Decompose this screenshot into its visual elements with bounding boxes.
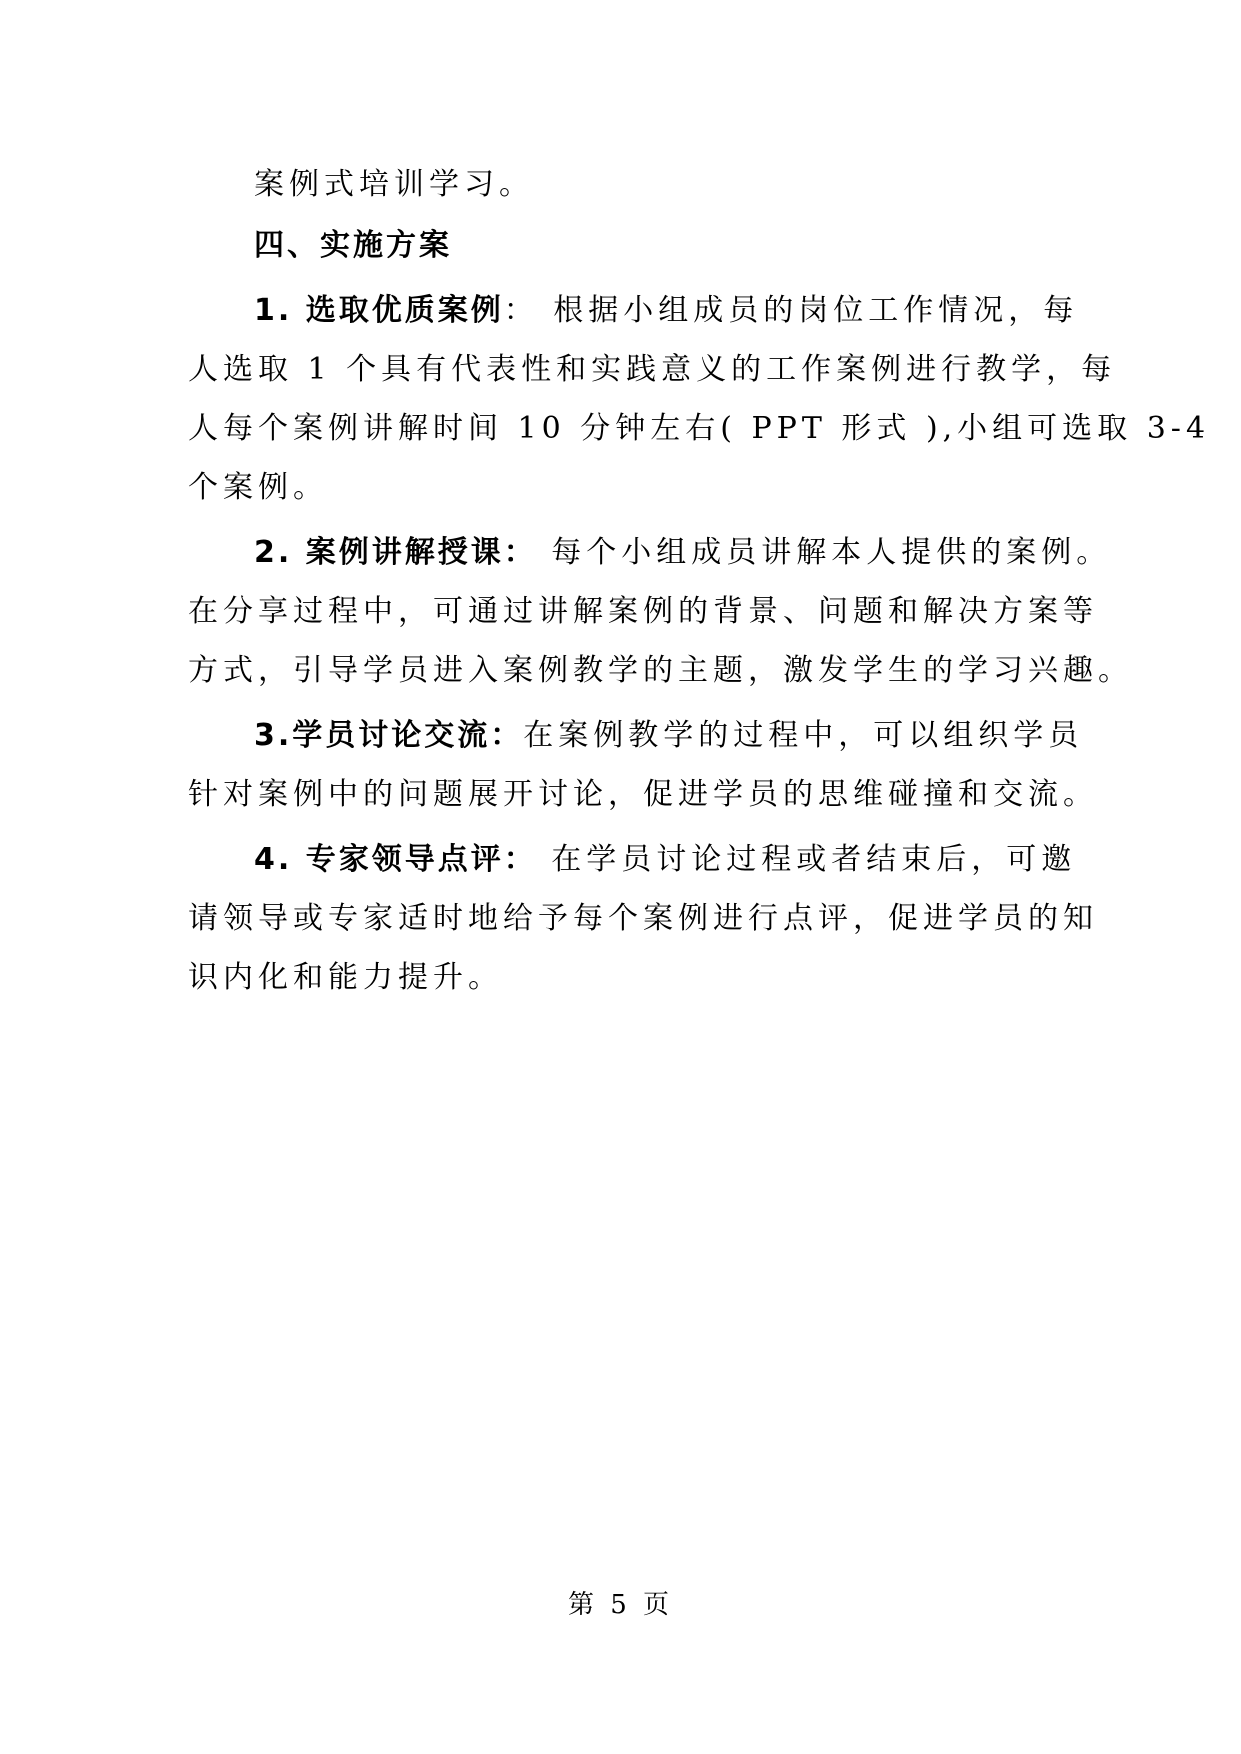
item-text: 方式，引导学员进入案例教学的主题，激发学生的学习兴趣。 (188, 653, 1133, 688)
item-text: 识内化和能力提升。 (188, 960, 503, 995)
page-number: 第 5 页 (567, 1590, 674, 1620)
item-text: 人选取 1 个具有代表性和实践意义的工作案例进行教学，每 (188, 352, 1117, 387)
item-label: 1. 选取优质案例 (254, 293, 504, 328)
list-item (188, 706, 1098, 824)
list-item (188, 281, 1211, 517)
list-item (188, 523, 1133, 700)
item-label: 3.学员讨论交流： (254, 718, 524, 753)
intro-line: 案例式培训学习。 (254, 167, 534, 202)
item-text: 个案例。 (188, 470, 328, 505)
item-text: ： 根据小组成员的岗位工作情况，每 (503, 293, 1079, 328)
item-label: 2. 案例讲解授课： (254, 535, 537, 570)
item-text: 请领导或专家适时地给予每个案例进行点评，促进学员的知 (188, 901, 1098, 936)
item-text: 针对案例中的问题展开讨论，促进学员的思维碰撞和交流。 (188, 777, 1098, 812)
item-text: 在学员讨论过程或者结束后，可邀 (536, 842, 1077, 877)
section-heading: 四、实施方案 (254, 228, 452, 263)
document-body (188, 155, 1211, 1007)
item-text: 人每个案例讲解时间 10 分钟左右( PPT 形式 ),小组可选取 3-4 (188, 411, 1211, 446)
item-label: 4. 专家领导点评： (254, 842, 537, 877)
item-text: 在分享过程中，可通过讲解案例的背景、问题和解决方案等 (188, 594, 1098, 629)
item-text: 每个小组成员讲解本人提供的案例。 (536, 535, 1112, 570)
list-item (188, 830, 1098, 1007)
item-text: 在案例教学的过程中，可以组织学员 (523, 718, 1084, 753)
